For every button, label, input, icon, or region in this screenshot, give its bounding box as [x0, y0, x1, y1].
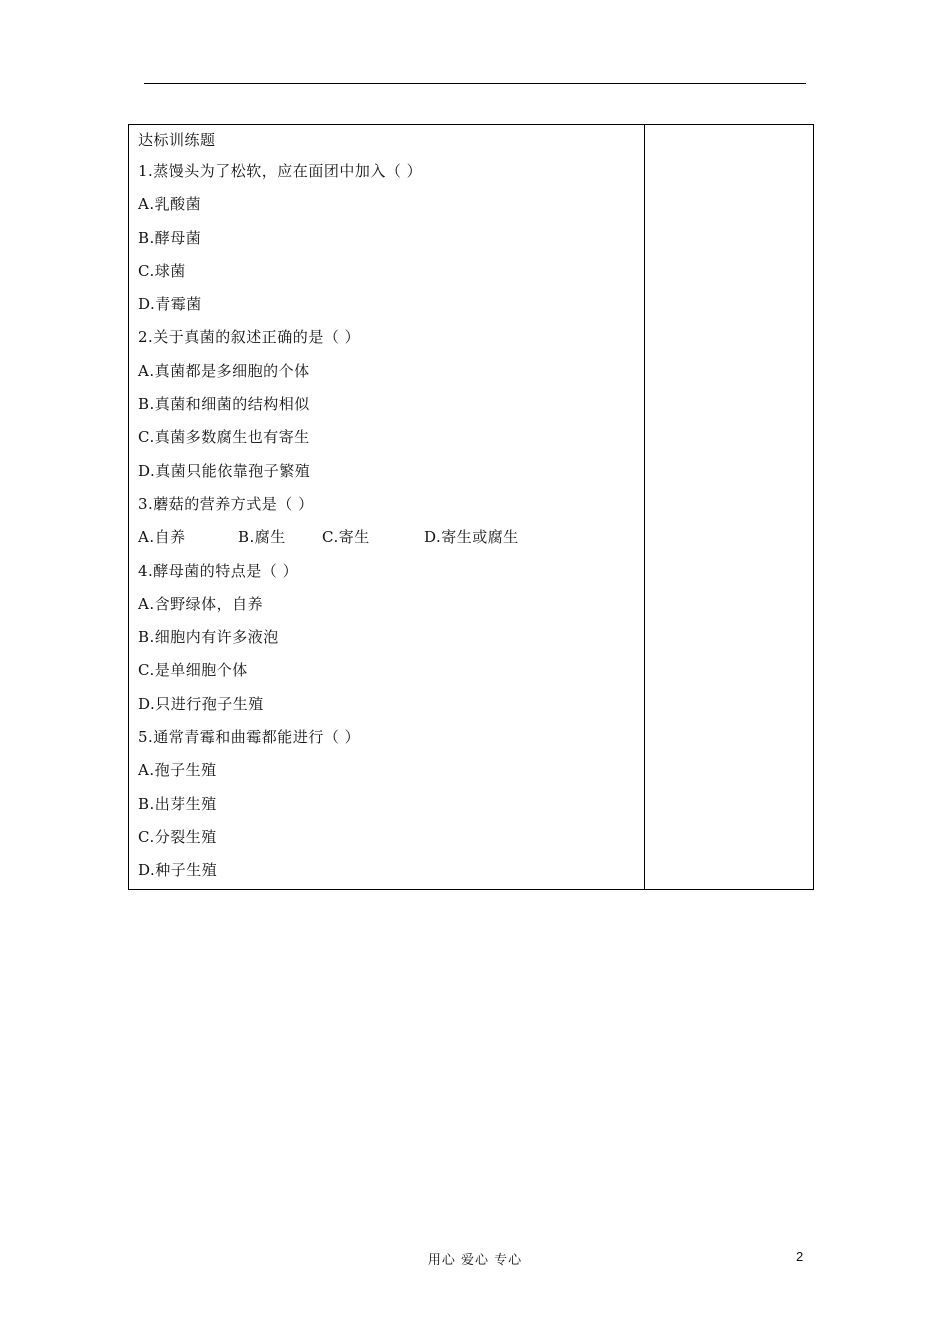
question-2-option-c: C.真菌多数腐生也有寄生 [138, 428, 310, 447]
page-number: 2 [796, 1249, 804, 1264]
question-1-stem: 1.蒸馒头为了松软，应在面团中加入（ ） [138, 162, 423, 180]
question-5-option-b: B.出芽生殖 [138, 794, 217, 813]
question-2-option-a: A.真菌都是多细胞的个体 [138, 361, 310, 380]
header-rule [144, 83, 806, 84]
question-3-option-d: D.寄生或腐生 [424, 528, 519, 547]
question-3-option-c: C.寄生 [322, 528, 370, 547]
question-1-option-d: D.青霉菌 [138, 295, 202, 314]
question-3-option-b: B.腐生 [238, 528, 286, 547]
question-5-option-d: D.种子生殖 [138, 861, 218, 880]
question-1-option-a: A.乳酸菌 [138, 195, 202, 214]
question-2-option-d: D.真菌只能依靠孢子繁殖 [138, 461, 311, 480]
question-2-option-b: B.真菌和细菌的结构相似 [138, 395, 310, 414]
question-4-option-c: C.是单细胞个体 [138, 661, 248, 680]
question-4-option-b: B.细胞内有许多液泡 [138, 628, 279, 647]
question-1-option-c: C.球菌 [138, 261, 186, 280]
column-divider [644, 125, 645, 889]
question-2-stem: 2.关于真菌的叙述正确的是（ ） [138, 328, 361, 347]
question-4-option-d: D.只进行孢子生殖 [138, 694, 264, 713]
question-3-options [138, 521, 638, 554]
questions-column [138, 125, 638, 888]
question-4-option-a: A.含野绿体，自养 [138, 594, 264, 613]
question-5-stem: 5.通常青霉和曲霉都能进行（ ） [138, 728, 361, 747]
exercise-table [128, 124, 814, 890]
question-5-option-c: C.分裂生殖 [138, 827, 217, 846]
question-3-stem: 3.蘑菇的营养方式是（ ） [138, 494, 314, 513]
question-4-stem: 4.酵母菌的特点是（ ） [138, 561, 299, 580]
question-5-option-a: A.孢子生殖 [138, 761, 217, 780]
question-3-option-a: A.自养 [138, 528, 186, 547]
notes-column [646, 125, 813, 889]
footer-motto: 用心 爱心 专心 [427, 1253, 523, 1268]
question-1-option-b: B.酵母菌 [138, 228, 202, 247]
section-title: 达标训练题 [138, 131, 216, 149]
